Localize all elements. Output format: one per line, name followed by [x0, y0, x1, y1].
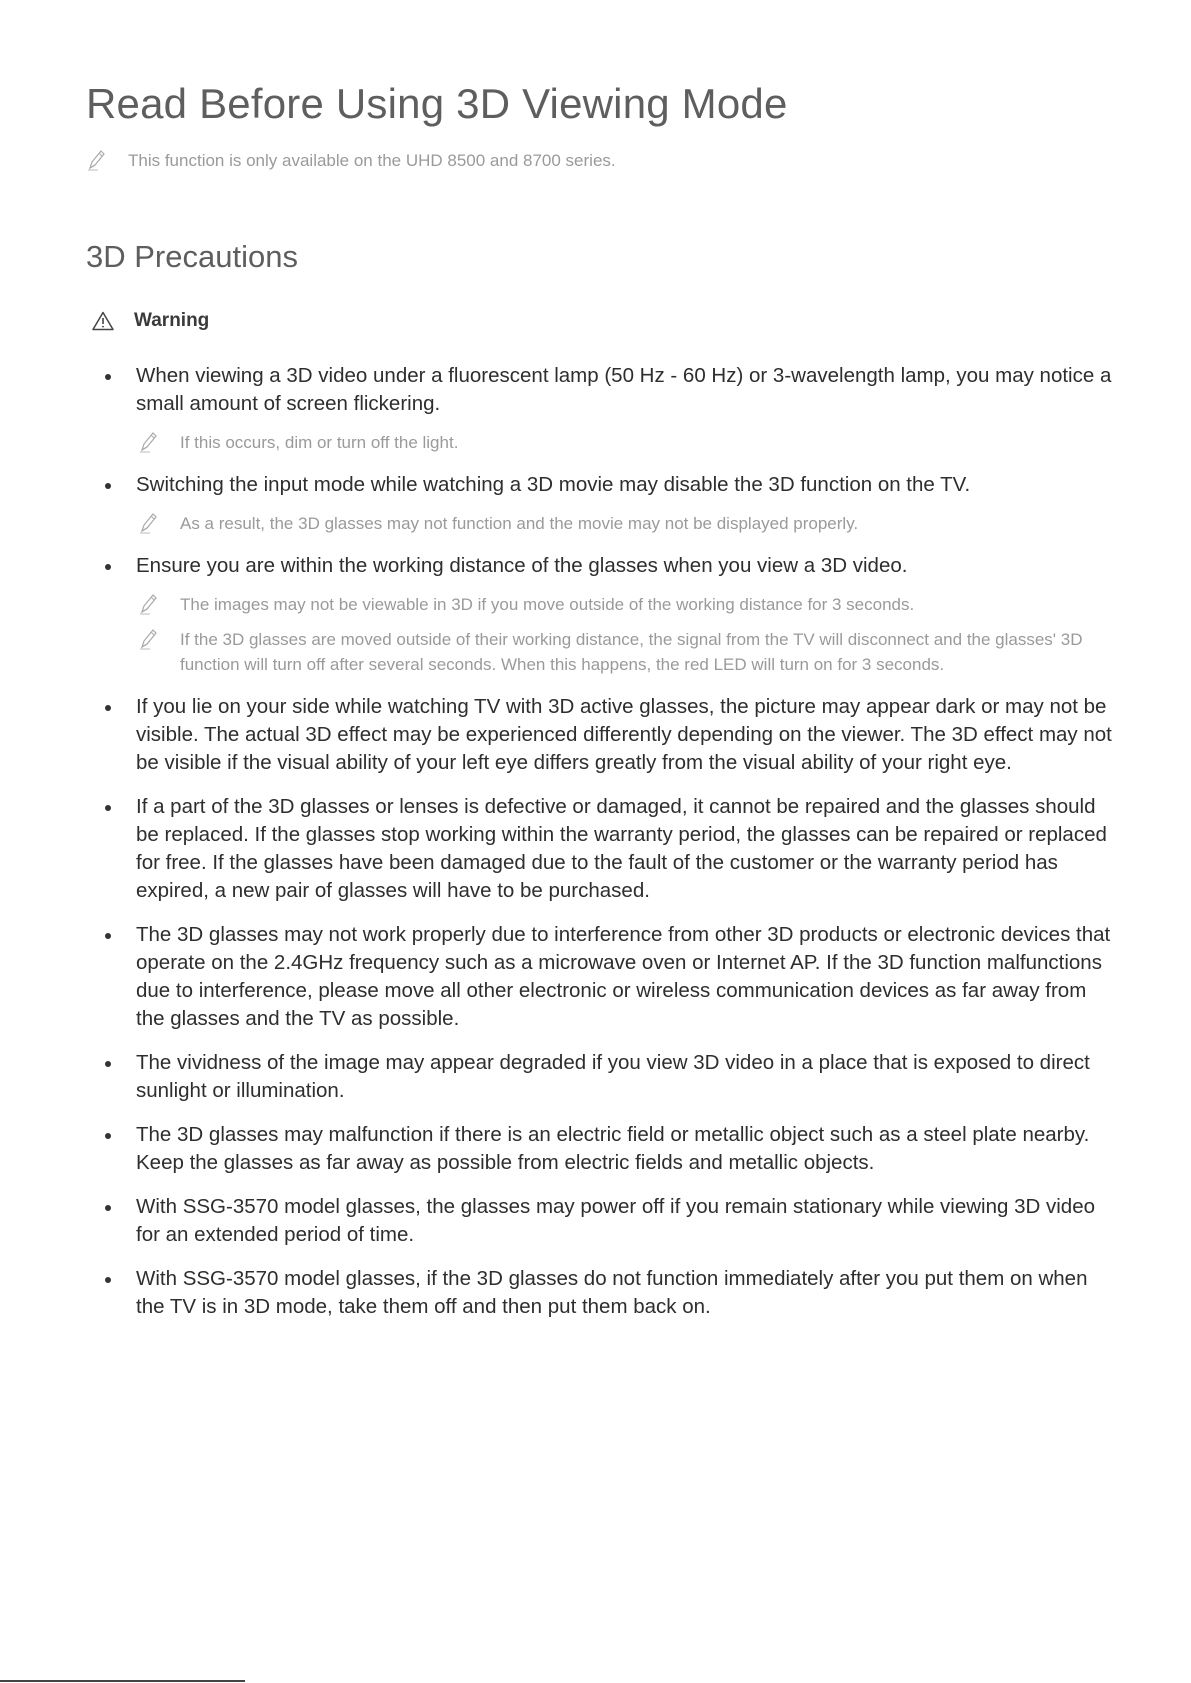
bullet-dot — [105, 805, 111, 811]
sub-notes — [136, 430, 1116, 455]
sub-note-text: If the 3D glasses are moved outside of their working distance, the signal from the TV will disconnect and the glasses' 3D function will turn off after several seconds. When this happens, the red LED will turn on for 3 seconds. — [180, 630, 1083, 674]
sub-note — [136, 627, 1116, 677]
list-item-text: With SSG-3570 model glasses, if the 3D glasses do not function immediately after you put them on when the TV is in 3D mode, take them off and then put them back on. — [136, 1267, 1088, 1318]
warning-header — [92, 310, 209, 332]
list-item-text: The vividness of the image may appear degraded if you view 3D video in a place that is exposed to direct sunlight or illumination. — [136, 1051, 1090, 1102]
section-title: 3D Precautions — [86, 239, 298, 274]
list-item-text: With SSG-3570 model glasses, the glasses may power off if you remain stationary while viewing 3D video for an extended period of time. — [136, 1195, 1096, 1246]
sub-notes — [136, 592, 1116, 677]
bullet-dot — [105, 1061, 111, 1067]
sub-note-text: As a result, the 3D glasses may not function and the movie may not be displayed properly. — [180, 514, 859, 533]
list-item — [96, 471, 1116, 536]
sub-note-text: The images may not be viewable in 3D if you move outside of the working distance for 3 seconds. — [180, 595, 915, 614]
pencil-icon — [138, 592, 160, 616]
list-item — [96, 1121, 1116, 1177]
sub-note — [136, 511, 1116, 536]
list-item-text: The 3D glasses may not work properly due to interference from other 3D products or electronic devices that operate on the 2.4GHz frequency such as a microwave oven or Internet AP. If the 3D function malfunctions due to interference, please move all other electronic or wireless communication devices as far away from the glasses and the TV as possible. — [136, 923, 1111, 1030]
list-item — [96, 921, 1116, 1033]
page-title: Read Before Using 3D Viewing Mode — [86, 80, 788, 127]
bullet-dot — [105, 705, 111, 711]
list-item — [96, 693, 1116, 777]
sub-note — [136, 430, 1116, 455]
bullet-dot — [105, 1133, 111, 1139]
sub-notes — [136, 511, 1116, 536]
intro-note-text: This function is only available on the UHD 8500 and 8700 series. — [128, 151, 616, 170]
list-item — [96, 1193, 1116, 1249]
bullet-dot — [105, 374, 111, 380]
pencil-icon — [138, 627, 160, 651]
list-item — [96, 362, 1116, 455]
list-item-text: When viewing a 3D video under a fluorescent lamp (50 Hz - 60 Hz) or 3-wavelength lamp, you may notice a small amount of screen flickering. — [136, 364, 1112, 415]
pencil-icon — [138, 430, 160, 454]
bullet-dot — [105, 933, 111, 939]
list-item-text: Switching the input mode while watching a 3D movie may disable the 3D function on the TV. — [136, 473, 971, 496]
bullet-dot — [105, 483, 111, 489]
list-item — [96, 552, 1116, 677]
list-item-text: The 3D glasses may malfunction if there is an electric field or metallic object such as a steel plate nearby. Keep the glasses as far away as possible from electric fields and metallic objects. — [136, 1123, 1090, 1174]
bullet-dot — [105, 1205, 111, 1211]
sub-note — [136, 592, 1116, 617]
bullet-dot — [105, 564, 111, 570]
footer-rule — [0, 1680, 245, 1682]
list-item-text: Ensure you are within the working distance of the glasses when you view a 3D video. — [136, 554, 908, 577]
sub-note-text: If this occurs, dim or turn off the light. — [180, 433, 459, 452]
list-item — [96, 1049, 1116, 1105]
list-item-text: If a part of the 3D glasses or lenses is defective or damaged, it cannot be repaired and the glasses should be replaced. If the glasses stop working within the warranty period, the glasses can be repaired or replaced for free. If the glasses have been damaged due to the fault of the customer or the warranty period has expired, a new pair of glasses will have to be purchased. — [136, 795, 1107, 902]
bullet-dot — [105, 1277, 111, 1283]
intro-note — [86, 148, 616, 173]
precautions-list — [96, 362, 1116, 1337]
warning-triangle-icon — [92, 311, 114, 331]
pencil-icon — [86, 148, 108, 172]
warning-label: Warning — [134, 310, 210, 331]
list-item-text: If you lie on your side while watching TV with 3D active glasses, the picture may appear dark or may not be visible. The actual 3D effect may be experienced differently depending on the viewer. The 3D effect may not be visible if the visual ability of your left eye differs greatly from the visual ability of your right eye. — [136, 695, 1112, 774]
list-item — [96, 793, 1116, 905]
pencil-icon — [138, 511, 160, 535]
list-item — [96, 1265, 1116, 1321]
